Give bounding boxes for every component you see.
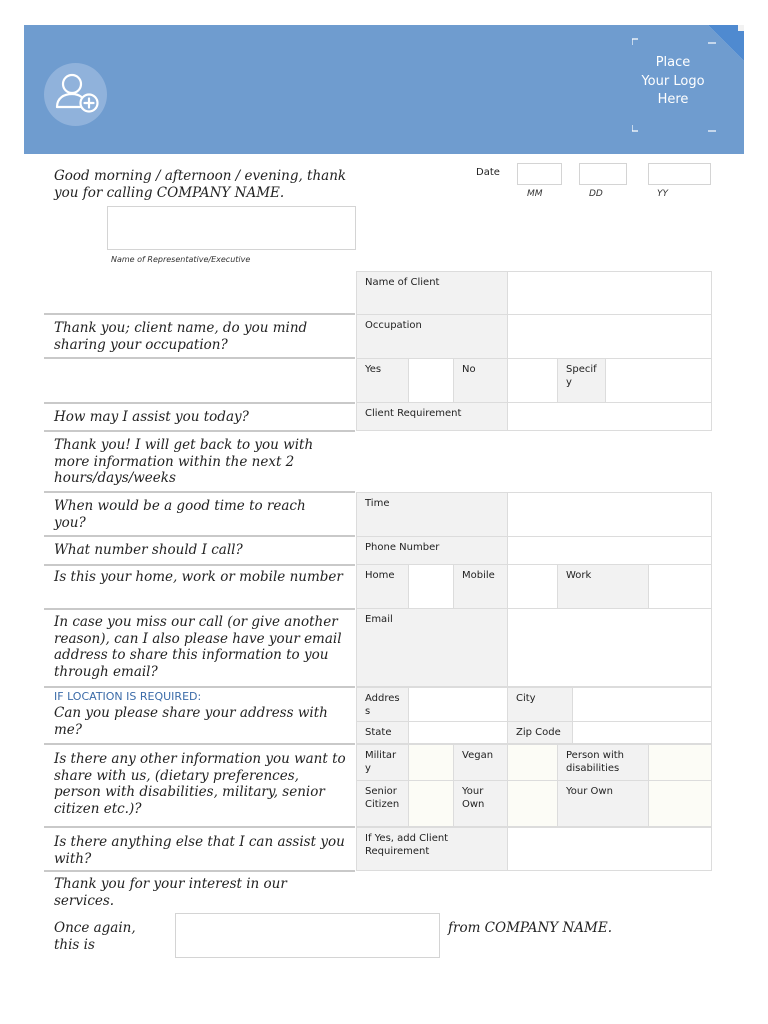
mobile-checkbox[interactable] <box>507 564 558 609</box>
yes-label: Yes <box>356 358 409 403</box>
no-checkbox[interactable] <box>507 358 558 403</box>
senior-citizen-checkbox[interactable] <box>408 780 454 827</box>
email-label: Email <box>356 608 508 687</box>
phone-number-label: Phone Number <box>356 536 508 565</box>
zip-code-label: Zip Code <box>507 721 573 744</box>
logo-placeholder-text: Place Your Logo Here <box>641 55 705 107</box>
divider <box>44 608 355 610</box>
date-year-field[interactable] <box>648 163 711 185</box>
divider <box>44 870 355 872</box>
specify-label: Specify <box>557 358 606 403</box>
city-label: City <box>507 687 573 722</box>
divider <box>44 743 355 745</box>
work-checkbox[interactable] <box>648 564 712 609</box>
statement-get-back: Thank you! I will get back to you with more information within the next 2 hours/days/weeks <box>54 437 314 486</box>
location-required-label: IF LOCATION IS REQUIRED: <box>54 690 202 703</box>
phone-number-field[interactable] <box>507 536 712 565</box>
question-occupation: Thank you; client name, do you mind sharing your occupation? <box>54 320 308 353</box>
statement-from-company: from COMPANY NAME. <box>448 920 613 936</box>
no-label: No <box>453 358 508 403</box>
date-year-caption: YY <box>657 189 668 199</box>
senior-citizen-label: Senior Citizen <box>356 780 409 827</box>
city-field[interactable] <box>572 687 712 722</box>
date-day-field[interactable] <box>579 163 627 185</box>
question-other-info: Is there any other information you want to share with us, (dietary preferences, person with disabilities, military, senior citizen etc.)? <box>54 751 346 817</box>
statement-once-again: Once again, this is <box>54 920 136 953</box>
date-month-caption: MM <box>527 189 543 199</box>
person-with-disabilities-checkbox[interactable] <box>648 744 712 781</box>
date-label: Date <box>476 167 500 178</box>
state-label: State <box>356 721 409 744</box>
question-address: Can you please share your address with me? <box>54 705 328 738</box>
divider <box>44 564 355 566</box>
client-requirement-label: Client Requirement <box>356 402 508 431</box>
date-day-caption: DD <box>589 189 603 199</box>
question-anything-else: Is there anything else that I can assist you with? <box>54 834 345 867</box>
address-label: Address <box>356 687 409 722</box>
specify-field[interactable] <box>605 358 712 403</box>
state-field[interactable] <box>408 721 508 744</box>
email-field[interactable] <box>507 608 712 687</box>
yes-checkbox[interactable] <box>408 358 454 403</box>
your-own-label-2: Your Own <box>557 780 649 827</box>
question-time: When would be a good time to reach you? <box>54 498 306 531</box>
occupation-label: Occupation <box>356 314 508 359</box>
vegan-checkbox[interactable] <box>507 744 558 781</box>
occupation-field[interactable] <box>507 314 712 359</box>
your-own-field-1[interactable] <box>507 780 558 827</box>
client-requirement-field[interactable] <box>507 402 712 431</box>
home-checkbox[interactable] <box>408 564 454 609</box>
military-checkbox[interactable] <box>408 744 454 781</box>
address-field[interactable] <box>408 687 508 722</box>
add-user-icon[interactable] <box>44 63 107 126</box>
question-number: What number should I call? <box>54 542 243 558</box>
if-yes-requirement-field[interactable] <box>507 827 712 871</box>
name-of-client-label: Name of Client <box>356 271 508 315</box>
your-own-label-1: Your Own <box>453 780 508 827</box>
representative-name-field[interactable] <box>107 206 356 250</box>
question-email: In case you miss our call (or give another reason), can I also please have your email address to share this information to you through email? <box>54 614 342 680</box>
home-label: Home <box>356 564 409 609</box>
zip-code-field[interactable] <box>572 721 712 744</box>
question-assist: How may I assist you today? <box>54 409 249 425</box>
vegan-label: Vegan <box>453 744 508 781</box>
divider <box>44 535 355 537</box>
time-label: Time <box>356 492 508 537</box>
greeting-text: Good morning / afternoon / evening, thank you for calling COMPANY NAME. <box>54 168 347 201</box>
divider <box>44 430 355 432</box>
divider <box>44 313 355 315</box>
divider <box>44 826 355 828</box>
if-yes-requirement-label: If Yes, add Client Requirement <box>356 827 508 871</box>
statement-thanks: Thank you for your interest in our services. <box>54 876 287 909</box>
work-label: Work <box>557 564 649 609</box>
military-label: Military <box>356 744 409 781</box>
question-phone-type: Is this your home, work or mobile number <box>54 569 343 585</box>
divider <box>44 402 355 404</box>
divider <box>44 491 355 493</box>
time-field[interactable] <box>507 492 712 537</box>
representative-caption: Name of Representative/Executive <box>111 255 251 264</box>
closing-representative-field[interactable] <box>175 913 440 958</box>
divider <box>44 686 355 688</box>
your-own-field-2[interactable] <box>648 780 712 827</box>
mobile-label: Mobile <box>453 564 508 609</box>
name-of-client-field[interactable] <box>507 271 712 315</box>
date-month-field[interactable] <box>517 163 562 185</box>
person-with-disabilities-label: Person with disabilities <box>557 744 649 781</box>
divider <box>44 357 355 359</box>
